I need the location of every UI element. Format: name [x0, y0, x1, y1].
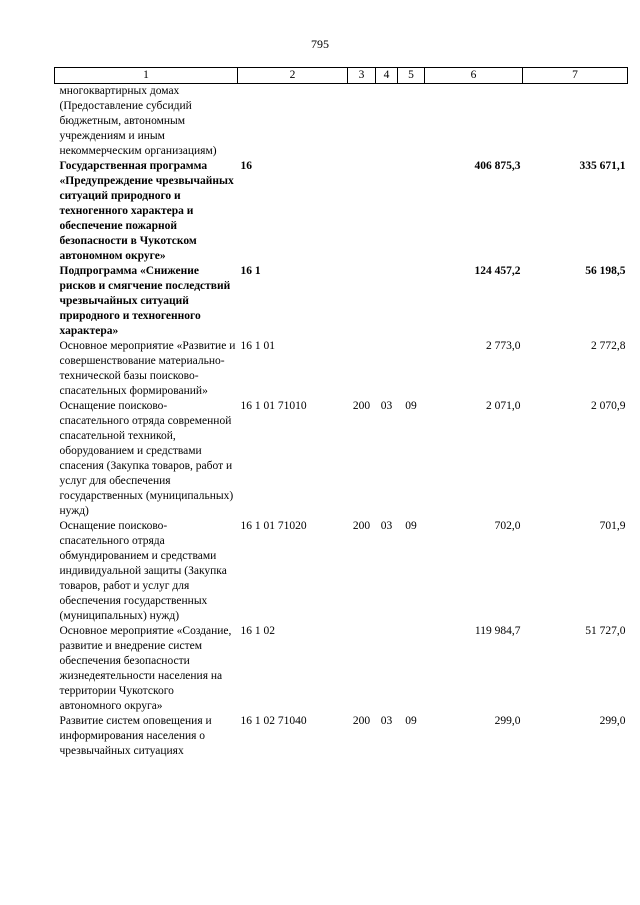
- row-name: Основное мероприятие «Развитие и совершенствование материально-технической базы поисково-спасательных формирований»: [59, 340, 236, 397]
- row-rz: [376, 159, 398, 264]
- row-code: 16 1 02 71040: [240, 715, 307, 727]
- row-pr: [398, 624, 425, 714]
- row-rz: [376, 339, 398, 399]
- row-pr: [398, 339, 425, 399]
- page-number: 795: [311, 37, 329, 51]
- row-pr: [398, 264, 425, 339]
- row-rz: [376, 84, 398, 160]
- row-code: 16: [240, 160, 252, 172]
- row-vr: [348, 624, 376, 714]
- row-vr: [348, 264, 376, 339]
- row-pr: 09: [405, 715, 417, 727]
- row-code: 16 1: [240, 265, 261, 277]
- column-number-header: [55, 68, 628, 84]
- row-sum-1: 2 071,0: [486, 400, 521, 412]
- row-vr: 200: [352, 715, 371, 727]
- row-code: 16 1 01 71020: [240, 520, 307, 532]
- row-name: Оснащение поисково-спасательного отряда обмундированием и средствами индивидуальной защиты (Закупка товаров, работ и услуг для обеспечения государственных (муниципальных) нужд): [59, 520, 227, 622]
- column-header: 7: [523, 68, 628, 84]
- column-header: 5: [398, 68, 425, 84]
- row-sum-1: 299,0: [494, 715, 521, 727]
- row-sum-1: 119 984,7: [474, 625, 521, 637]
- row-sum-2: 51 727,0: [585, 625, 626, 637]
- row-vr: [348, 84, 376, 160]
- row-vr: [348, 339, 376, 399]
- budget-table: [54, 67, 628, 759]
- row-sum-1: [425, 84, 523, 160]
- row-pr: [398, 159, 425, 264]
- row-pr: 09: [405, 520, 417, 532]
- row-pr: [398, 84, 425, 160]
- row-code: 16 1 01: [240, 340, 275, 352]
- column-header: 3: [348, 68, 376, 84]
- row-sum-2: 701,9: [599, 520, 626, 532]
- table-row: [55, 519, 628, 624]
- row-sum-2: 335 671,1: [579, 160, 626, 172]
- row-name: Государственная программа «Предупреждение чрезвычайных ситуаций природного и техногенного характера и обеспечение пожарной безопасности в Чукотском автономном округе»: [59, 160, 234, 262]
- row-vr: [348, 159, 376, 264]
- row-name: Оснащение поисково-спасательного отряда современной спасательной техникой, оборудованием и средствами спасения (Закупка товаров, работ и услуг для обеспечения государственных (муниципальных) нужд): [59, 400, 234, 517]
- row-name: Основное мероприятие «Создание, развитие и внедрение систем обеспечения безопасности жизнедеятельности населения на территории Чукотского автономного округа»: [59, 625, 232, 712]
- column-header: 1: [55, 68, 238, 84]
- row-code: 16 1 01 71010: [240, 400, 307, 412]
- row-rz: 03: [380, 520, 393, 532]
- row-name: Развитие систем оповещения и информирования населения о чрезвычайных ситуациях: [59, 715, 212, 757]
- table-row: [55, 264, 628, 339]
- row-code: [238, 84, 348, 160]
- row-sum-2: [523, 84, 628, 160]
- row-vr: 200: [352, 520, 371, 532]
- row-sum-1: 406 875,3: [474, 160, 521, 172]
- table-row: [55, 399, 628, 519]
- table-row: [55, 84, 628, 160]
- row-vr: 200: [352, 400, 371, 412]
- row-sum-1: 702,0: [494, 520, 521, 532]
- table-row: [55, 339, 628, 399]
- row-rz: 03: [380, 400, 393, 412]
- row-rz: [376, 624, 398, 714]
- row-pr: 09: [405, 400, 417, 412]
- table-row: [55, 159, 628, 264]
- row-sum-2: 2 070,9: [591, 400, 626, 412]
- row-code: 16 1 02: [240, 625, 275, 637]
- row-rz: 03: [380, 715, 393, 727]
- column-header: 2: [238, 68, 348, 84]
- row-sum-2: 2 772,8: [591, 340, 626, 352]
- row-sum-2: 56 198,5: [585, 265, 626, 277]
- column-header: 4: [376, 68, 398, 84]
- row-sum-1: 124 457,2: [474, 265, 521, 277]
- column-header: 6: [425, 68, 523, 84]
- row-name: Подпрограмма «Снижение рисков и смягчение последствий чрезвычайных ситуаций природного и техногенного характера»: [59, 265, 231, 337]
- row-rz: [376, 264, 398, 339]
- table-row: [55, 714, 628, 759]
- row-sum-2: 299,0: [599, 715, 626, 727]
- row-name: многоквартирных домах (Предоставление субсидий бюджетным, автономным учреждениям и иным некоммерческим организациям): [59, 85, 217, 157]
- row-sum-1: 2 773,0: [486, 340, 521, 352]
- table-row: [55, 624, 628, 714]
